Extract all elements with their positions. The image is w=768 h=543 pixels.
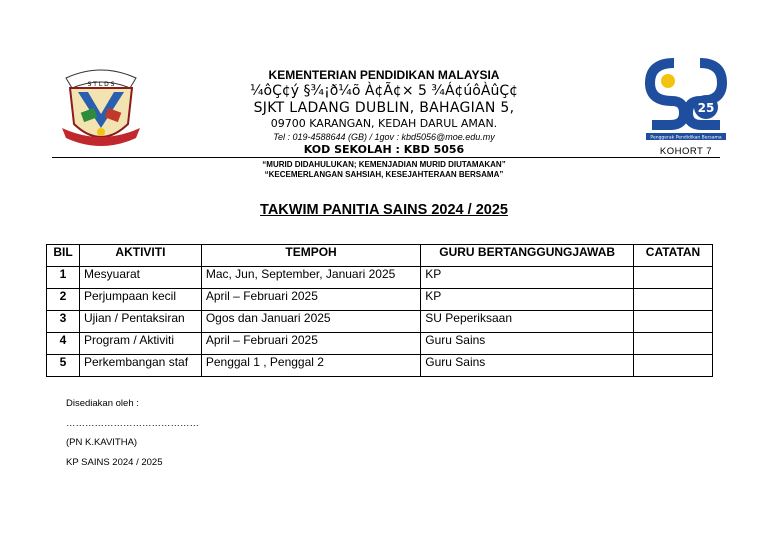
table-row (47, 333, 713, 355)
header-divider (52, 157, 720, 158)
cell-guru: KP (421, 289, 634, 311)
column-header-tempoh: TEMPOH (201, 245, 420, 267)
preparer-name: (PN K.KAVITHA) (66, 437, 138, 448)
cell-catatan (634, 333, 713, 355)
column-header-guru: GURU BERTANGGUNGJAWAB (421, 245, 634, 267)
kohort-label: KOHORT 7 (659, 146, 713, 157)
kohort-logo (644, 57, 728, 143)
cell-bil: 3 (47, 311, 80, 333)
cell-catatan (634, 289, 713, 311)
cell-aktiviti: Ujian / Pentaksiran (79, 311, 201, 333)
table-row (47, 289, 713, 311)
cell-catatan (634, 355, 713, 377)
table-header-row (47, 245, 713, 267)
cell-guru: SU Peperiksaan (421, 311, 634, 333)
school-name: SJKT LADANG DUBLIN, BAHAGIAN 5, (253, 100, 515, 116)
cell-aktiviti: Perjumpaan kecil (79, 289, 201, 311)
cell-guru: Guru Sains (421, 355, 634, 377)
cell-bil: 2 (47, 289, 80, 311)
school-code: KOD SEKOLAH : KBD 5056 (303, 143, 465, 156)
table-row (47, 355, 713, 377)
cell-aktiviti: Mesyuarat (79, 267, 201, 289)
column-header-bil: BIL (47, 245, 80, 267)
cell-guru: Guru Sains (421, 333, 634, 355)
preparer-position: KP SAINS 2024 / 2025 (66, 457, 163, 468)
cell-tempoh: April – Februari 2025 (201, 289, 420, 311)
cell-bil: 5 (47, 355, 80, 377)
logo-caption: Penggerak Pendidikan Bersama (650, 135, 722, 141)
table-row (47, 267, 713, 289)
school-name-garbled: ¼ôÇ¢ý §¾¡ð¼õ À¢Ã¢× 5 ¾Á¢úôÀûÇ¢ (249, 83, 519, 99)
document-title: TAKWIM PANITIA SAINS 2024 / 2025 (260, 202, 508, 218)
school-address: 09700 KARANGAN, KEDAH DARUL AMAN. (270, 117, 498, 130)
cell-tempoh: Penggal 1 , Penggal 2 (201, 355, 420, 377)
cell-aktiviti: Perkembangan staf (79, 355, 201, 377)
cell-bil: 1 (47, 267, 80, 289)
column-header-catatan: CATATAN (634, 245, 713, 267)
cell-aktiviti: Program / Aktiviti (79, 333, 201, 355)
cell-tempoh: Ogos dan Januari 2025 (201, 311, 420, 333)
cell-guru: KP (421, 267, 634, 289)
motto-line-1: “MURID DIDAHULUKAN; KEMENJADIAN MURID DIUTAMAKAN” (262, 160, 506, 169)
signature-dots: …………………………………… (66, 418, 199, 429)
cell-tempoh: Mac, Jun, September, Januari 2025 (201, 267, 420, 289)
motto-line-2: “KECEMERLANGAN SAHSIAH, KESEJAHTERAAN BERSAMA” (264, 170, 504, 179)
table-row (47, 311, 713, 333)
cell-catatan (634, 311, 713, 333)
school-contact: Tel : 019-4588644 (GB) / 1gov : kbd5056@moe.edu.my (273, 132, 495, 142)
crest-letters: S T L D S (87, 81, 115, 88)
ministry-name: KEMENTERIAN PENDIDIKAN MALAYSIA (268, 68, 500, 82)
column-header-aktiviti: AKTIVITI (79, 245, 201, 267)
cell-tempoh: April – Februari 2025 (201, 333, 420, 355)
logo-number: 25 (697, 101, 715, 115)
cell-bil: 4 (47, 333, 80, 355)
prepared-by-label: Disediakan oleh : (66, 398, 139, 409)
takwim-table (46, 244, 713, 377)
cell-catatan (634, 267, 713, 289)
